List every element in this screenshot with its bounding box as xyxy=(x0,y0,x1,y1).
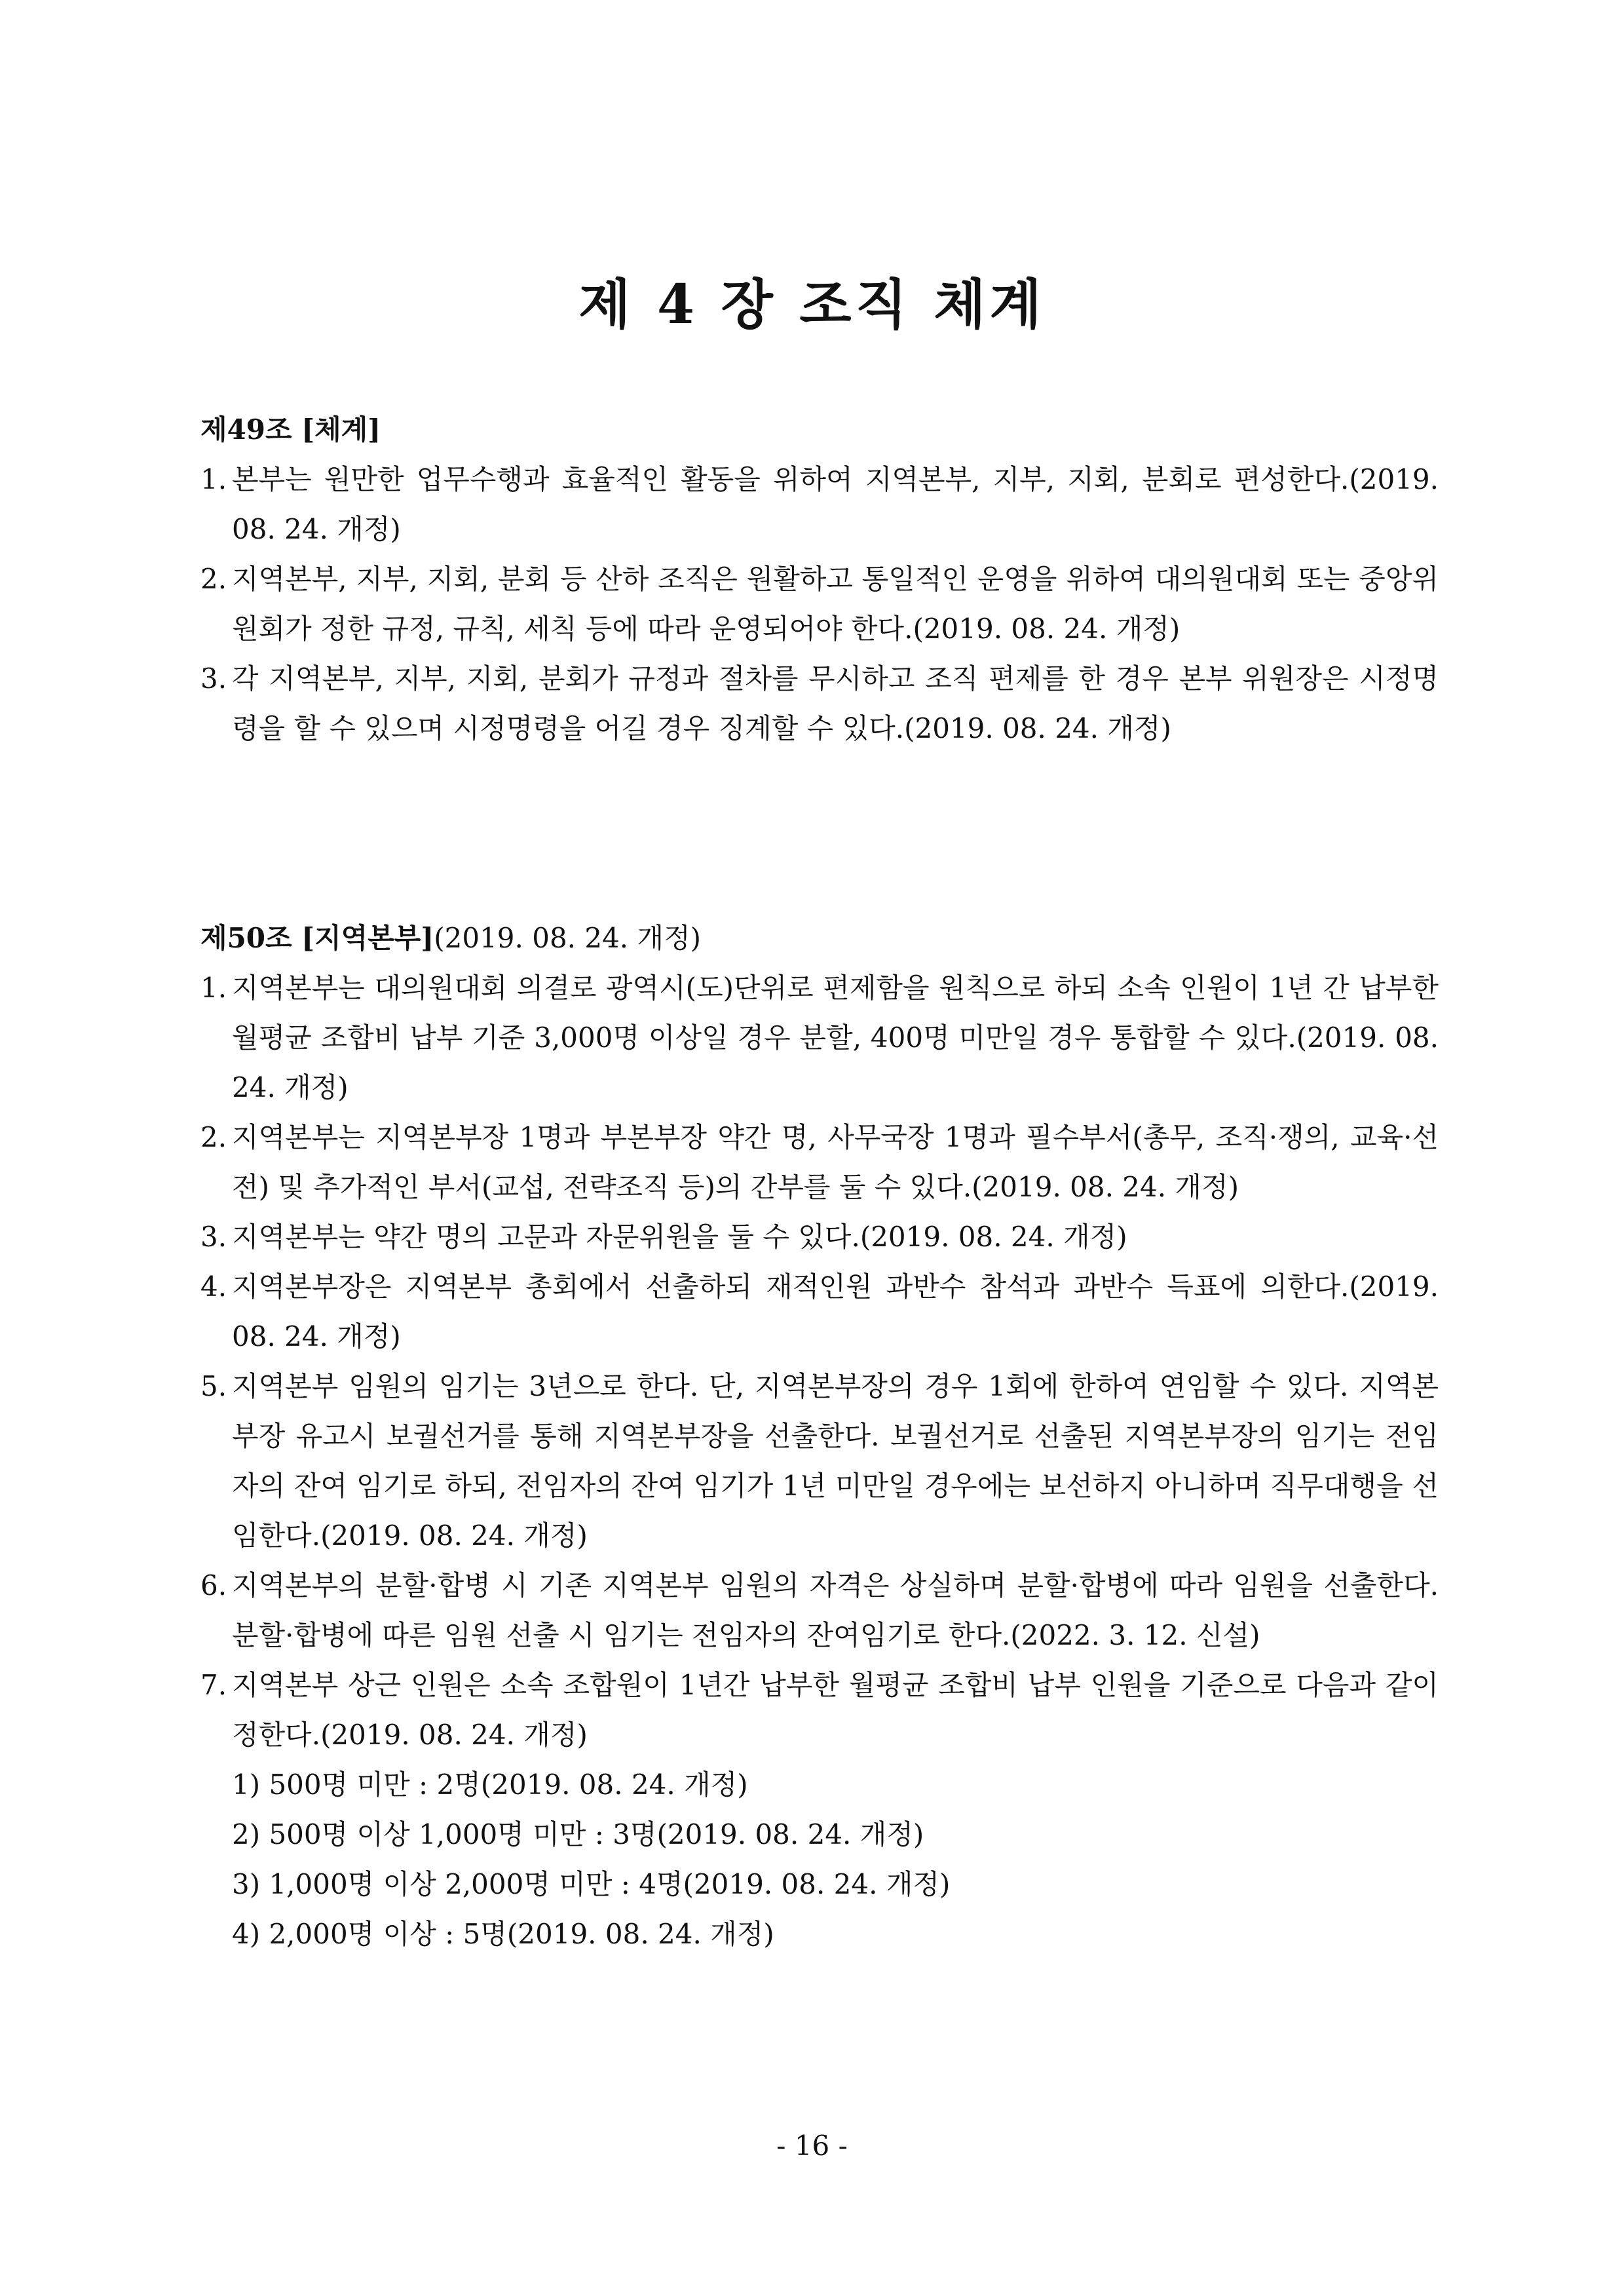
article-subitem: 1) 500명 미만 : 2명(2019. 08. 24. 개정) xyxy=(232,1769,748,1801)
article-heading: 제49조 [체계] xyxy=(200,413,381,446)
article-item: 4. 지역본부장은 지역본부 총회에서 선출하되 재적인원 과반수 참석과 과반수 득표에 의한다.(2019. 08. 24. 개정) xyxy=(200,1271,1439,1352)
chapter-title: 제 4 장 조직 체계 xyxy=(578,273,1046,336)
article-item: 1. 지역본부는 대의원대회 의결로 광역시(도)단위로 편제함을 원칙으로 하되 소속 인원이 1년 간 납부한 월평균 조합비 납부 기준 3,000명 이상일 경우 분할, 400명 미만일 경우 통합할 수 있다.(2019. 08. 24. 개정) xyxy=(200,972,1439,1103)
article-item: 5. 지역본부 임원의 임기는 3년으로 한다. 단, 지역본부장의 경우 1회에 한하여 연임할 수 있다. 지역본부장 유고시 보궐선거를 통해 지역본부장을 선출한다. 보궐선거로 선출된 지역본부장의 임기는 전임자의 잔여 임기로 하되, 전임자의 잔여 임기가 1년 미만일 경우에는 보선하지 아니하며 직무대행을 선임한다.(2019. 08. 24. 개정) xyxy=(200,1370,1439,1552)
article-heading: 제50조 [지역본부](2019. 08. 24. 개정) xyxy=(200,922,702,954)
article-item: 2. 지역본부, 지부, 지회, 분회 등 산하 조직은 원활하고 통일적인 운영을 위하여 대의원대회 또는 중앙위원회가 정한 규정, 규칙, 세칙 등에 따라 운영되어야 한다.(2019. 08. 24. 개정) xyxy=(200,563,1439,645)
article-item: 6. 지역본부의 분할·합병 시 기존 지역본부 임원의 자격은 상실하며 분할·합병에 따라 임원을 선출한다. 분할·합병에 따른 임원 선출 시 임기는 전임자의 잔여임기로 한다.(2022. 3. 12. 신설) xyxy=(200,1569,1439,1651)
article-item: 3. 각 지역본부, 지부, 지회, 분회가 규정과 절차를 무시하고 조직 편제를 한 경우 본부 위원장은 시정명령을 할 수 있으며 시정명령을 어길 경우 징계할 수 있다.(2019. 08. 24. 개정) xyxy=(200,662,1439,744)
article-subitem: 2) 500명 이상 1,000명 미만 : 3명(2019. 08. 24. 개정) xyxy=(232,1818,924,1850)
article-49 xyxy=(200,405,1439,754)
page-number: - 16 - xyxy=(776,2130,848,2162)
article-subitem: 3) 1,000명 이상 2,000명 미만 : 4명(2019. 08. 24. 개정) xyxy=(232,1868,951,1900)
article-item: 7. 지역본부 상근 인원은 소속 조합원이 1년간 납부한 월평균 조합비 납부 인원을 기준으로 다음과 같이 정한다.(2019. 08. 24. 개정) xyxy=(200,1669,1439,1751)
article-50 xyxy=(200,913,1439,1959)
article-amend-note: (2019. 08. 24. 개정) xyxy=(434,922,702,954)
article-subitem: 4) 2,000명 이상 : 5명(2019. 08. 24. 개정) xyxy=(232,1918,774,1950)
article-item: 1. 본부는 원만한 업무수행과 효율적인 활동을 위하여 지역본부, 지부, 지회, 분회로 편성한다.(2019. 08. 24. 개정) xyxy=(200,463,1439,545)
article-item: 2. 지역본부는 지역본부장 1명과 부본부장 약간 명, 사무국장 1명과 필수부서(총무, 조직·쟁의, 교육·선전) 및 추가적인 부서(교섭, 전략조직 등)의 간부를 둘 수 있다.(2019. 08. 24. 개정) xyxy=(200,1121,1439,1203)
article-item: 3. 지역본부는 약간 명의 고문과 자문위원을 둘 수 있다.(2019. 08. 24. 개정) xyxy=(200,1221,1127,1253)
